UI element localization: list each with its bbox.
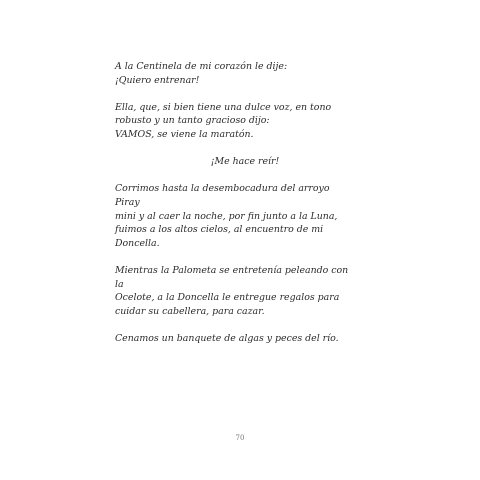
paragraph-5: Mientras la Palometa se entretenía peleando con la Ocelote, a la Doncella le entregue regalos para cuidar su cabellera, para cazar. <box>115 264 349 317</box>
poem-text <box>115 60 355 359</box>
paragraph-6: Cenamos un banquete de algas y peces del río. <box>115 332 339 344</box>
paragraph-1: A la Centinela de mi corazón le dije: ¡Quiero entrenar! <box>115 61 288 86</box>
page-number: 70 <box>235 434 245 442</box>
paragraph-3: ¡Me hace reír! <box>210 156 280 168</box>
paragraph-2: Ella, que, si bien tiene una dulce voz, en tono robusto y un tanto gracioso dijo: VAMOS, se viene la maratón. <box>115 101 332 140</box>
paragraph-4: Corrimos hasta la desembocadura del arroyo Piray mini y al caer la noche, por fin junto a la Luna, fuimos a los altos cielos, al encuentro de mi Doncella. <box>115 183 338 249</box>
